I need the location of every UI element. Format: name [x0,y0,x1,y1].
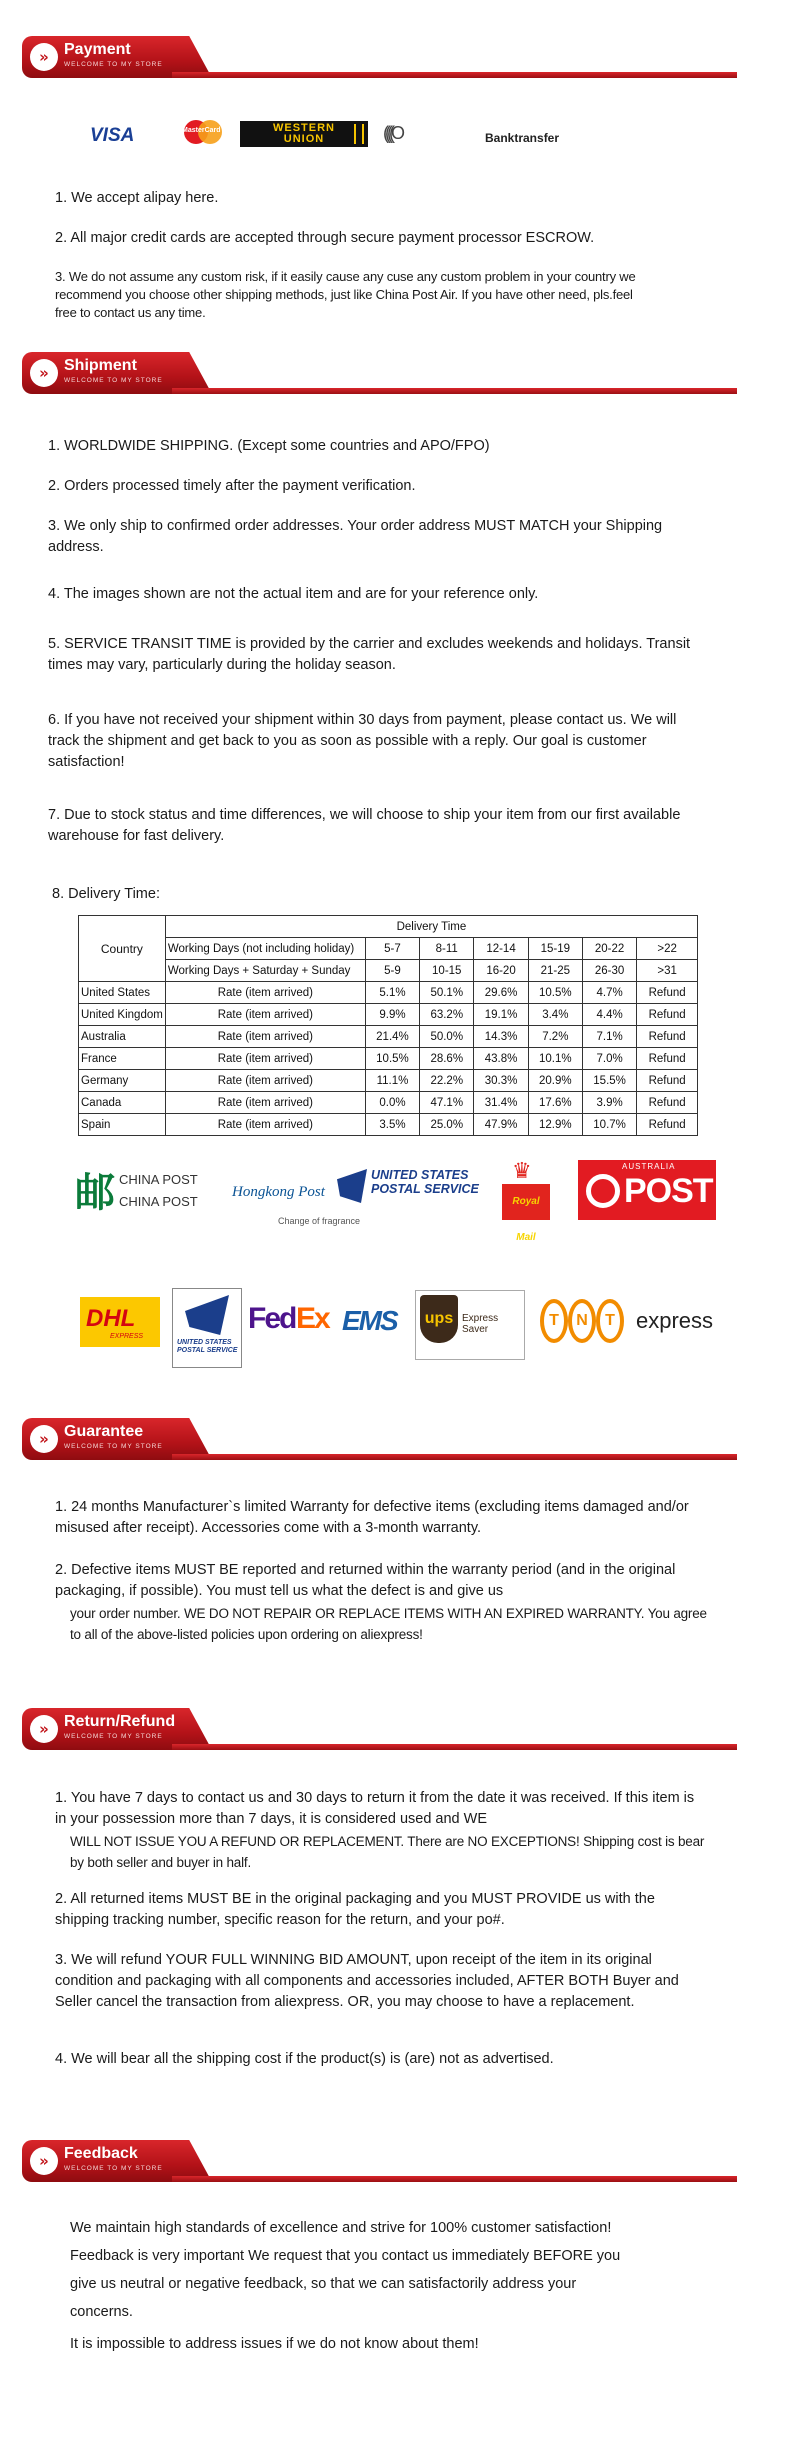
usps-label: UNITED STATES POSTAL SERVICE [371,1168,479,1196]
table-cell: 10.5% [528,982,582,1004]
country-cell: Canada [79,1092,166,1114]
return-item-1: 1. You have 7 days to contact us and 30 days to return it from the date it was received. If this item is in your possession more than 7 days, it is considered used and WE [55,1790,695,1827]
western-union-logo: WESTERN UNION [240,121,368,147]
usps-logo [337,1165,487,1215]
table-cell: 21-25 [528,960,582,982]
shipment-banner [22,352,737,398]
table-row [79,1092,698,1114]
eagle-icon [185,1295,229,1335]
fedex-fe: Fed [248,1302,296,1335]
circles-logo: ((((O [383,123,401,143]
usps-small-label: UNITED STATES POSTAL SERVICE [177,1339,238,1354]
table-cell: 12-14 [474,938,528,960]
table-cell: 50.0% [420,1026,474,1048]
guarantee-item-2: 2. Defective items MUST BE reported and returned within the warranty period (and in the original packaging, if possible). You must tell us what the defect is and give us [55,1562,676,1599]
rate-label-cell: Rate (item arrived) [165,1026,365,1048]
usps-small-logo [172,1288,242,1368]
country-cell: Germany [79,1070,166,1092]
table-cell: 10.7% [582,1114,636,1136]
table-cell: 0.0% [365,1092,419,1114]
table-row [79,1026,698,1048]
table-cell: 19.1% [474,1004,528,1026]
feedback-banner [22,2140,737,2186]
payment-item-1: 1. We accept alipay here. [55,190,219,206]
feedback-line-3: give us neutral or negative feedback, so that we can satisfactorily address your [70,2276,577,2292]
hongkong-post-sub: Change of fragrance [278,1216,361,1226]
chevron-down-icon: » [30,2147,58,2175]
table-cell: Refund [637,1004,698,1026]
table-cell: 47.1% [420,1092,474,1114]
fedex-logo [248,1302,338,1342]
return-banner [22,1708,737,1754]
rate-label-cell: Rate (item arrived) [165,1004,365,1026]
tnt-letter: N [568,1299,596,1343]
rate-label-cell: Rate (item arrived) [165,1048,365,1070]
table-row [79,1070,698,1092]
china-post-label: CHINA POST [119,1172,198,1187]
ups-logo [415,1290,525,1360]
table-cell: 7.0% [582,1048,636,1070]
fedex-ex: Ex [296,1302,329,1335]
table-cell: 8-11 [420,938,474,960]
chevron-down-icon: » [30,1715,58,1743]
visa-logo: VISA [90,125,135,146]
feedback-line-2: Feedback is very important We request that you contact us immediately BEFORE you [70,2248,621,2264]
country-cell: Spain [79,1114,166,1136]
rate-label-cell: Rate (item arrived) [165,1114,365,1136]
bank-transfer-logo: Banktransfer [485,131,560,145]
country-header: Country [79,916,166,982]
section-subtitle: WELCOME TO MY STORE [64,2165,163,2172]
chevron-down-icon: » [30,1425,58,1453]
table-cell: Refund [637,1048,698,1070]
country-cell: France [79,1048,166,1070]
return-item-1-cont: WILL NOT ISSUE YOU A REFUND OR REPLACEMENT. There are NO EXCEPTIONS! Shipping cost is bear by both seller and buyer in half. [70,1834,705,1870]
china-post-icon: 邮 [75,1171,115,1215]
table-cell: 20.9% [528,1070,582,1092]
table-cell: Refund [637,1092,698,1114]
table-cell: >22 [637,938,698,960]
feedback-line-4: concerns. [70,2304,133,2320]
section-title: Feedback [64,2145,138,2162]
table-cell: 63.2% [420,1004,474,1026]
post-label: POST [624,1172,713,1210]
table-cell: 11.1% [365,1070,419,1092]
table-cell: 12.9% [528,1114,582,1136]
guarantee-item-1: 1. 24 months Manufacturer`s limited Warranty for defective items (excluding items damaged and/or misused after receipt). Accessories come with a 3-month warranty. [55,1499,689,1536]
mastercard-logo: MasterCard [180,117,228,147]
ems-label: EMS [342,1305,397,1336]
table-cell: 7.2% [528,1026,582,1048]
table-cell: 25.0% [420,1114,474,1136]
ems-logo [342,1305,412,1341]
section-subtitle: WELCOME TO MY STORE [64,377,163,384]
dhl-logo [80,1297,160,1347]
table-cell: 3.4% [528,1004,582,1026]
dhl-label: DHL [86,1305,136,1332]
section-title: Payment [64,41,131,58]
chevron-down-icon: » [30,359,58,387]
table-row [79,1004,698,1026]
delivery-time-header: Delivery Time [165,916,697,938]
crown-icon: ♛ [512,1158,532,1183]
table-cell: 43.8% [474,1048,528,1070]
table-cell: 50.1% [420,982,474,1004]
australia-post-logo [578,1160,716,1220]
feedback-line-5: It is impossible to address issues if we do not know about them! [70,2336,479,2352]
table-cell: 26-30 [582,960,636,982]
table-cell: 3.5% [365,1114,419,1136]
post-p-icon [586,1174,620,1208]
table-cell: 10-15 [420,960,474,982]
table-cell: 3.9% [582,1092,636,1114]
section-title: Shipment [64,357,137,374]
table-cell: 15-19 [528,938,582,960]
payment-item-3: 3. We do not assume any custom risk, if it easily cause any cuse any custom problem in your country we recommend you choose other shipping methods, just like China Post Air. If you have other need, pls.feel free to contact us any time. [55,269,636,320]
eagle-icon [337,1169,367,1203]
shipment-item-1: 1. WORLDWIDE SHIPPING. (Except some countries and APO/FPO) [48,438,490,454]
hongkong-post-logo [222,1166,361,1226]
table-cell: 4.7% [582,982,636,1004]
china-post-label: CHINA POST [119,1194,198,1209]
banner-rule [172,72,737,78]
table-cell: 31.4% [474,1092,528,1114]
section-subtitle: WELCOME TO MY STORE [64,61,163,68]
royal-mail-label: Royal Mail [502,1184,550,1220]
table-cell: 14.3% [474,1026,528,1048]
rate-label-cell: Rate (item arrived) [165,1092,365,1114]
table-cell: 17.6% [528,1092,582,1114]
table-cell: 21.4% [365,1026,419,1048]
return-item-4: 4. We will bear all the shipping cost if the product(s) is (are) not as advertised. [55,2051,554,2067]
table-cell: 9.9% [365,1004,419,1026]
table-cell: 22.2% [420,1070,474,1092]
table-row [79,1048,698,1070]
shipment-item-4: 4. The images shown are not the actual item and are for your reference only. [48,586,539,602]
rate-label-cell: Rate (item arrived) [165,1070,365,1092]
rate-label-cell: Rate (item arrived) [165,982,365,1004]
row-label: Working Days + Saturday + Sunday [165,960,365,982]
guarantee-item-2-cont: your order number. WE DO NOT REPAIR OR REPLACE ITEMS WITH AN EXPIRED WARRANTY. You agree to all of the above-listed policies upon ordering on aliexpress! [70,1606,707,1642]
table-cell: 10.1% [528,1048,582,1070]
hongkong-post-label: Hongkong Post [232,1184,325,1200]
table-cell: 4.4% [582,1004,636,1026]
ups-sub: Express Saver [462,1313,499,1335]
delivery-time-table [78,915,698,1136]
table-cell: 30.3% [474,1070,528,1092]
country-cell: United Kingdom [79,1004,166,1026]
return-item-3: 3. We will refund YOUR FULL WINNING BID AMOUNT, upon receipt of the item in its original condition and packaging with all components and accessories included, AFTER BOTH Buyer and Seller cancel the transaction from aliexpress. OR, you may choose to have a replacement. [55,1952,679,2010]
tnt-letter: T [540,1299,568,1343]
section-subtitle: WELCOME TO MY STORE [64,1733,163,1740]
section-title: Guarantee [64,1423,144,1440]
return-item-2: 2. All returned items MUST BE in the original packaging and you MUST PROVIDE us with the shipping tracking number, specific reason for the return, and your po#. [55,1891,655,1928]
table-cell: 5.1% [365,982,419,1004]
table-cell: Refund [637,1070,698,1092]
guarantee-banner [22,1418,737,1464]
tnt-letter: T [596,1299,624,1343]
table-cell: 15.5% [582,1070,636,1092]
australia-label: AUSTRALIA [622,1162,676,1171]
tnt-logo [540,1297,630,1347]
table-cell: 7.1% [582,1026,636,1048]
shipment-item-2: 2. Orders processed timely after the payment verification. [48,478,416,494]
dhl-sub: EXPRESS [110,1333,144,1340]
express-label: express [636,1308,714,1333]
table-cell: 5-7 [365,938,419,960]
table-cell: 20-22 [582,938,636,960]
table-cell: 5-9 [365,960,419,982]
table-cell: 28.6% [420,1048,474,1070]
table-cell: Refund [637,982,698,1004]
table-cell: Refund [637,1114,698,1136]
shipment-item-5: 5. SERVICE TRANSIT TIME is provided by the carrier and excludes weekends and holidays. Transit times may vary, particularly during the holiday season. [48,636,691,673]
country-cell: United States [79,982,166,1004]
section-title: Return/Refund [64,1713,176,1730]
table-cell: 16-20 [474,960,528,982]
table-cell: 29.6% [474,982,528,1004]
shipment-item-7: 7. Due to stock status and time differences, we will choose to ship your item from our first available warehouse for fast delivery. [48,807,681,844]
china-post-logo [75,1162,215,1222]
chevron-down-icon: » [30,43,58,71]
shipment-item-8: 8. Delivery Time: [52,886,160,902]
table-cell: 47.9% [474,1114,528,1136]
row-label: Working Days (not including holiday) [165,938,365,960]
shipment-item-3: 3. We only ship to confirmed order addresses. Your order address MUST MATCH your Shipping address. [48,518,663,555]
royal-mail-logo [500,1158,552,1243]
table-cell: >31 [637,960,698,982]
shipment-item-6: 6. If you have not received your shipment within 30 days from payment, please contact us. We will track the shipment and get back to you as soon as possible with a reply. Our goal is customer satisfaction! [48,712,677,770]
table-row [79,982,698,1004]
feedback-line-1: We maintain high standards of excellence and strive for 100% customer satisfaction! [70,2220,612,2236]
table-cell: 10.5% [365,1048,419,1070]
section-subtitle: WELCOME TO MY STORE [64,1443,163,1450]
table-cell: Refund [637,1026,698,1048]
payment-banner [22,36,737,82]
ups-shield: ups [420,1295,458,1343]
country-cell: Australia [79,1026,166,1048]
payment-item-2: 2. All major credit cards are accepted through secure payment processor ESCROW. [55,230,595,246]
table-row [79,1114,698,1136]
